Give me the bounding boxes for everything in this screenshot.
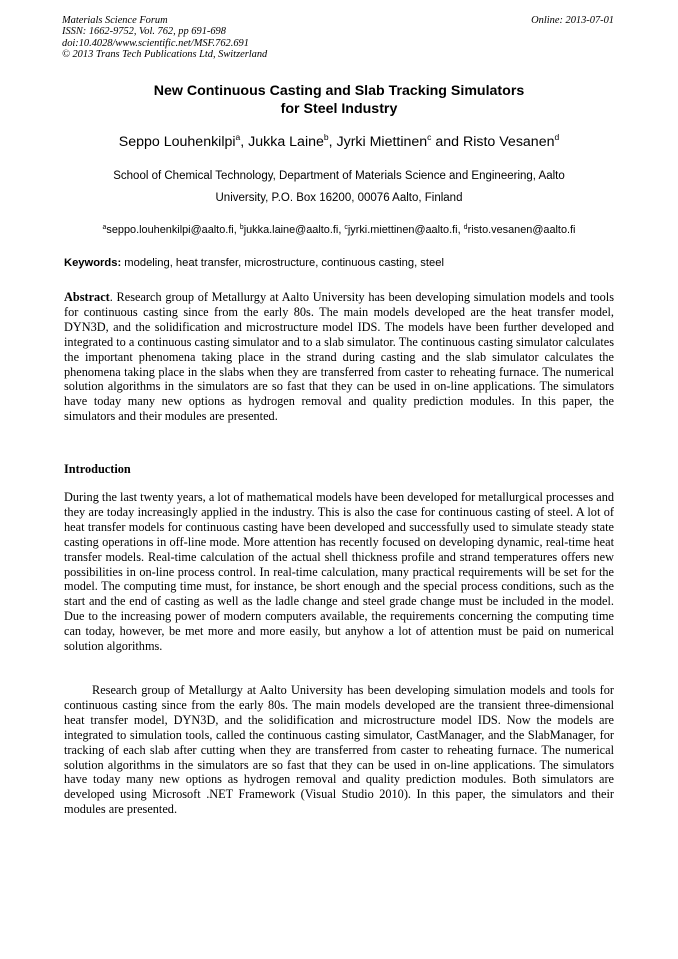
keywords bbox=[64, 256, 624, 270]
email-address[interactable]: risto.vesanen@aalto.fi bbox=[467, 224, 576, 236]
email-separator: , bbox=[233, 224, 240, 236]
author-sup: d bbox=[554, 132, 560, 142]
email-sup: c bbox=[344, 224, 348, 231]
author-sup: c bbox=[427, 132, 432, 142]
abstract-text: . Research group of Metallurgy at Aalto University has been developing simulation models and tools for continuous casting since from the early 80s. The main models developed are the heat transfer model, DYN3D, and the solidification and microstructure model IDS. The models have been further developed and integrated to a continuous casting simulator and to a slab simulator. The continuous casting simulator calculates the important phenomena taking place in the strand during casting and the slab simulator calculates the phenomena taking place in the slabs when they are transferred from caster to reheating furnace. The numerical solution algorithms in the simulators are so fast that they can be used in on-line applications. The simulators have today many new options as hydrogen removal and quality prediction modules. In this paper, the simulators and their modules are presented. bbox=[64, 290, 614, 424]
author-sup: b bbox=[323, 132, 329, 142]
affiliation-line-1: School of Chemical Technology, Department of Materials Science and Engineering, Aalto bbox=[113, 170, 565, 182]
email-sup: a bbox=[102, 224, 107, 231]
author-name: Jyrki Miettinen bbox=[336, 134, 428, 150]
introduction-paragraph-2: Research group of Metallurgy at Aalto University has been developing simulation models and tools for continuous casting since from the early 80s. The main models developed are the transient three-dimensional heat transfer model, DYN3D, and the solidification and microstructure model IDS. Now the models are integrated to simulation tools, called the continuous casting simulator, CastManager, and the SlabManager, for tracking of each slab after cutting when they are transferred from caster to reheating furnace. The numerical solution algorithms in the simulators are so fast that they can be used in on-line applications. The simulators have today many new options as hydrogen removal and quality prediction modules. Both simulators are developed using Microsoft .NET Framework (Visual Studio 2010). In this paper, the simulators and their modules are presented. bbox=[64, 683, 614, 817]
online-date: Online: 2013-07-01 bbox=[531, 15, 614, 26]
author-name: Risto Vesanen bbox=[462, 134, 555, 150]
author-separator: and bbox=[431, 134, 463, 150]
affiliation-line-2: University, P.O. Box 16200, 00076 Aalto, Finland bbox=[215, 192, 463, 204]
author-sup: a bbox=[235, 132, 241, 142]
title-line-1: New Continuous Casting and Slab Tracking Simulators bbox=[153, 83, 525, 99]
email-separator: , bbox=[338, 224, 345, 236]
author-separator: , bbox=[328, 134, 337, 150]
email-separator: , bbox=[457, 224, 464, 236]
title-line-2: for Steel Industry bbox=[280, 101, 398, 117]
introduction-paragraph-1: During the last twenty years, a lot of mathematical models have been developed for metallurgical processes and they are today increasingly applied in the industry. This is also the case for continuous casting of steel. A lot of heat transfer models for continuous casting have been developed and successfully used to simulate steady state casting operations in off-line mode. More attention has recently focused on developing dynamic, real-time heat transfer models. Real-time calculation of the actual shell thickness profile and strand temperatures offers new possibilities in on-line process control. In real-time calculation, many practical requirements will be set for the model. The computing time must, for instance, be short enough and the special process conditions, such as the start and the end of casting as well as the ladle change and steel grade change must be included in the model. Due to the increasing power of modern computers available, the requirements concerning the computing time can today, however, be met more and more easily, but anyhow a lot of attention must be paid on numerical solution algorithms. bbox=[64, 490, 614, 654]
email-address[interactable]: jukka.laine@aalto.fi bbox=[243, 224, 339, 236]
keywords-text: modeling, heat transfer, microstructure, continuous casting, steel bbox=[121, 257, 444, 269]
paper-title bbox=[40, 82, 638, 118]
copyright-line: © 2013 Trans Tech Publications Ltd, Switzerland bbox=[62, 49, 268, 61]
author-separator: , bbox=[240, 134, 249, 150]
author-name: Seppo Louhenkilpi bbox=[118, 134, 236, 150]
author-name: Jukka Laine bbox=[248, 134, 324, 150]
abstract-label: Abstract bbox=[64, 290, 110, 304]
abstract bbox=[64, 290, 614, 424]
email-sup: b bbox=[239, 224, 244, 231]
keywords-label: Keywords: bbox=[64, 257, 122, 269]
email-address[interactable]: jyrki.miettinen@aalto.fi bbox=[347, 224, 458, 236]
journal-name: Materials Science Forum bbox=[62, 15, 168, 26]
journal-header bbox=[62, 15, 267, 61]
introduction-heading: Introduction bbox=[64, 462, 131, 476]
email-sup: d bbox=[463, 224, 468, 231]
author-emails bbox=[0, 223, 678, 237]
email-address[interactable]: seppo.louhenkilpi@aalto.fi bbox=[106, 224, 234, 236]
affiliation bbox=[75, 165, 603, 209]
author-list bbox=[20, 133, 658, 151]
doi-line: doi:10.4028/www.scientific.net/MSF.762.691 bbox=[62, 37, 249, 49]
issn-line: ISSN: 1662-9752, Vol. 762, pp 691-698 bbox=[62, 26, 226, 38]
